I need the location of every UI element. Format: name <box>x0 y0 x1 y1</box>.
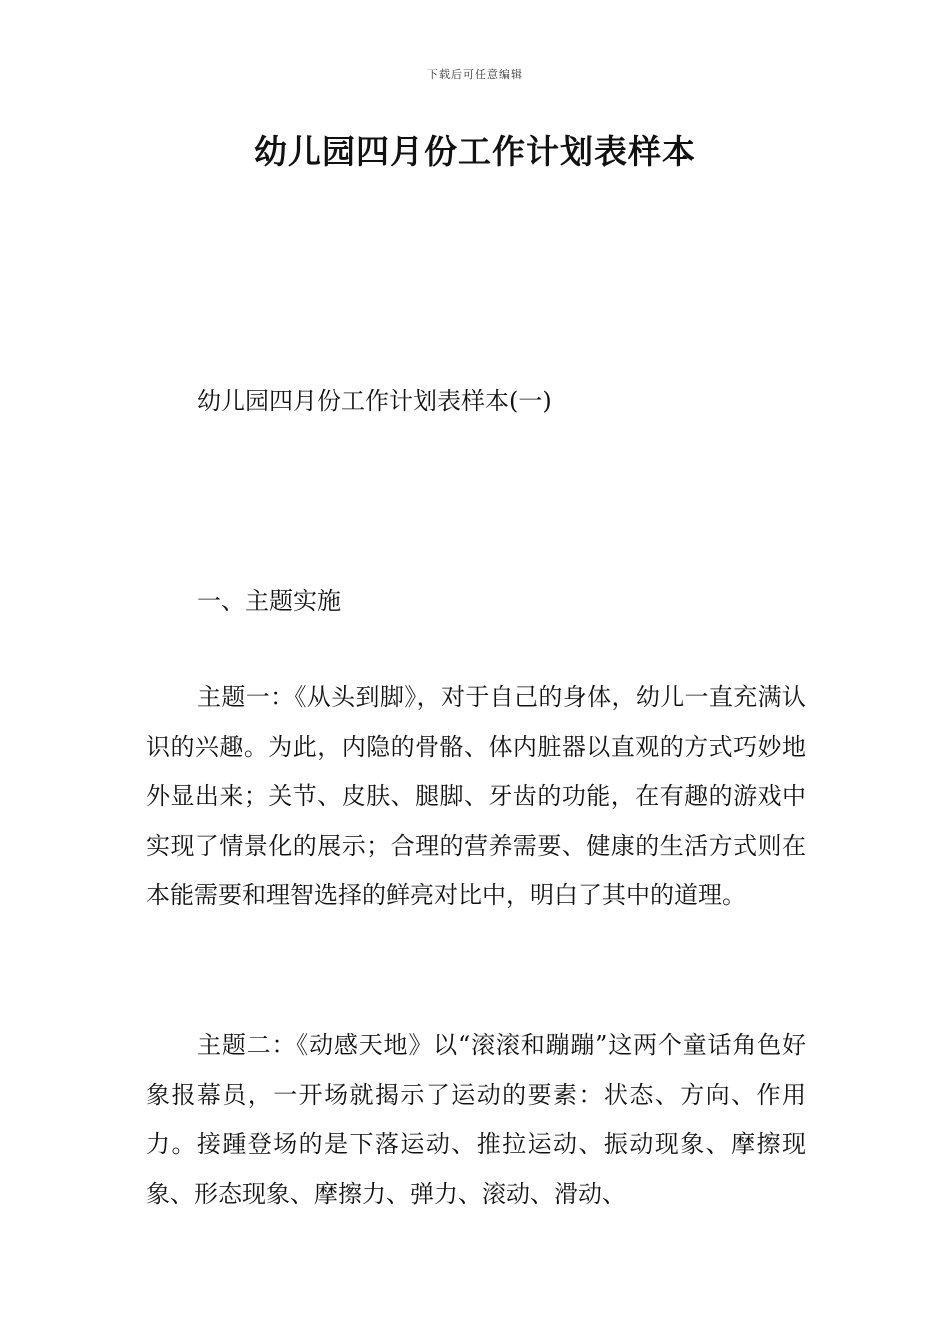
paragraph-theme-two: 主题二：《动感天地》以“滚滚和蹦蹦”这两个童话角色好象报幕员，一开场就揭示了运动的要素：状态、方向、作用力。接踵登场的是下落运动、推拉运动、振动现象、摩擦现象、形态现象、摩擦力、弹力、滚动、滑动、 <box>146 1031 806 1208</box>
paragraph-theme-one: 主题一：《从头到脚》，对于自己的身体，幼儿一直充满认识的兴趣。为此，内隐的骨骼、体内脏器以直观的方式巧妙地外显出来；关节、皮肤、腿脚、牙齿的功能，在有趣的游戏中实现了情景化的展示；合理的营养需要、健康的生活方式则在本能需要和理智选择的鲜亮对比中，明白了其中的道理。 <box>146 683 806 910</box>
header-note: 下载后可任意编辑 <box>427 68 523 81</box>
document-title: 幼儿园四月份工作计划表样本 <box>254 132 696 171</box>
document-subtitle: 幼儿园四月份工作计划表样本(一) <box>197 387 552 415</box>
section-heading: 一、主题实施 <box>197 587 341 615</box>
